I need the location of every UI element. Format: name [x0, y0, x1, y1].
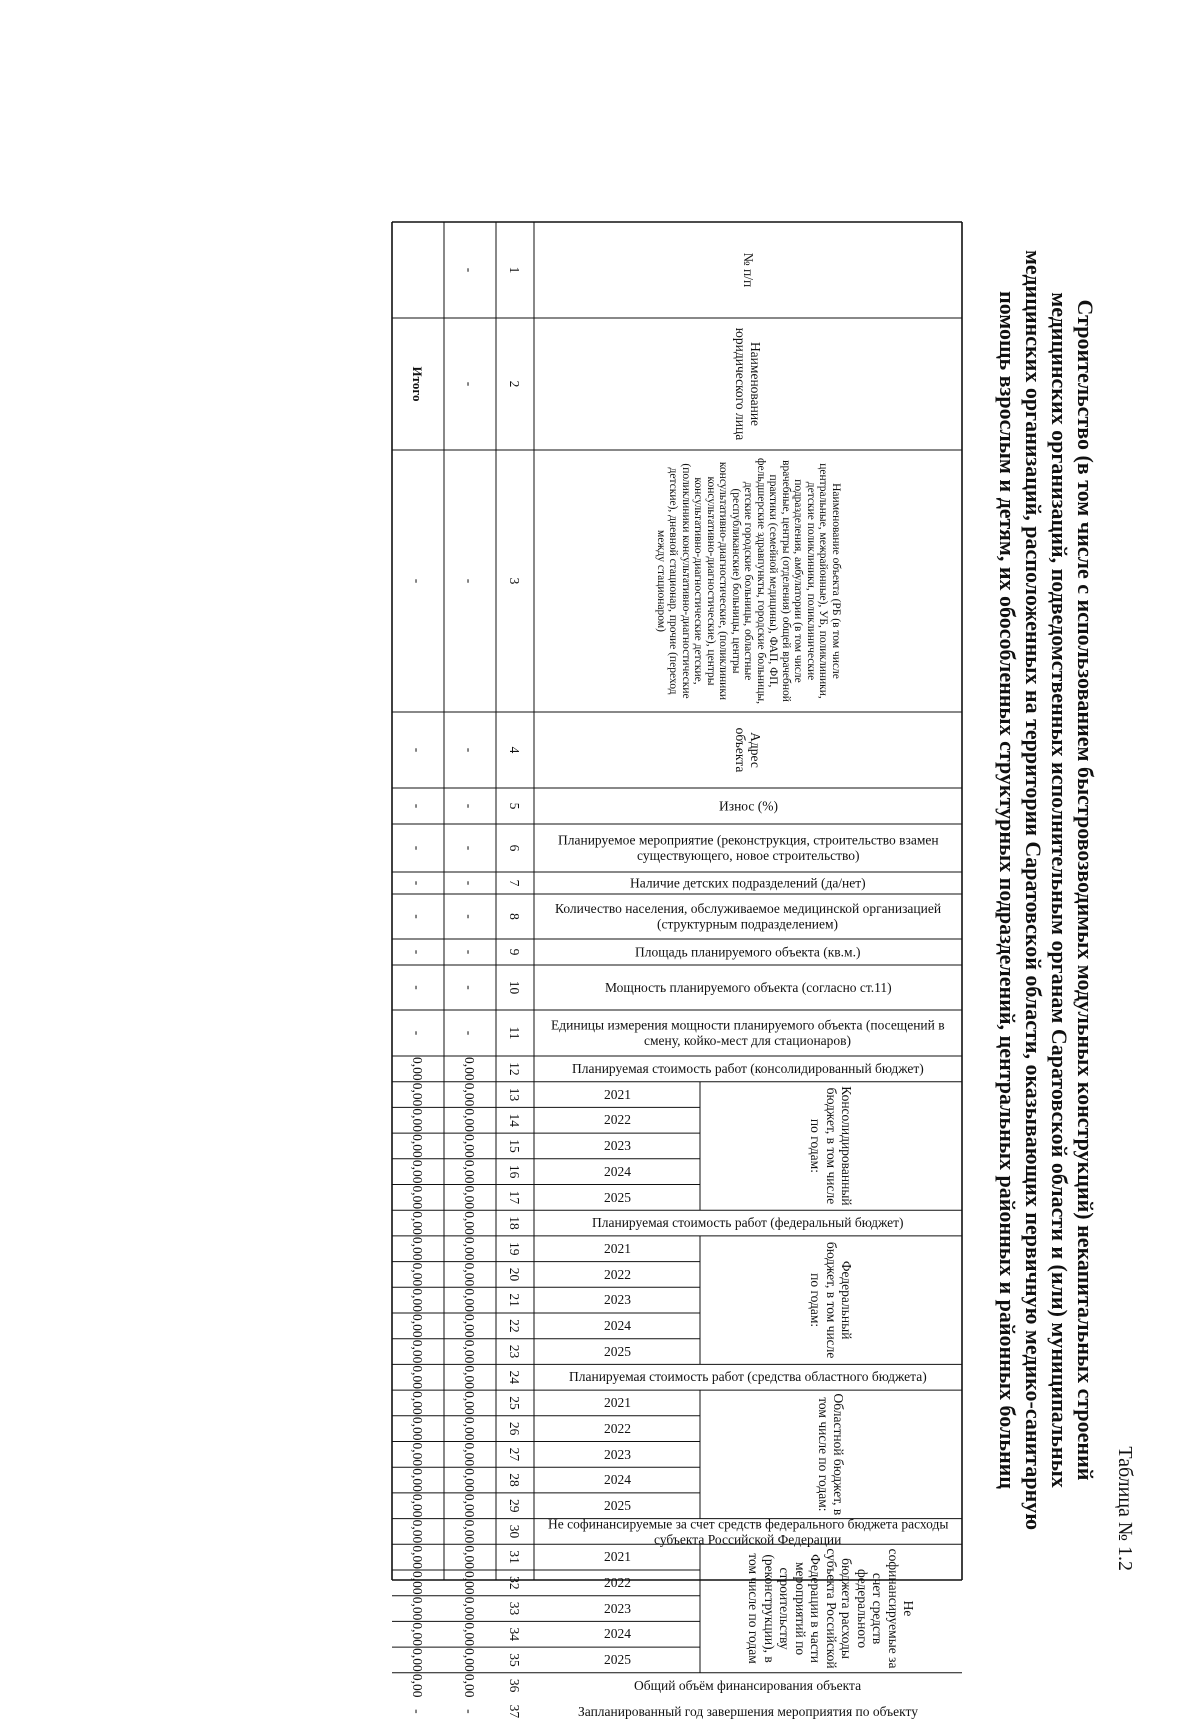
year-header: 2022 — [534, 1416, 700, 1442]
column-number: 20 — [496, 1262, 534, 1288]
table-cell: 0,00 — [444, 1442, 496, 1468]
column-number: 10 — [496, 965, 534, 1010]
column-number: 26 — [496, 1416, 534, 1442]
total-cell: - — [392, 965, 444, 1010]
total-cell: 0,00 — [392, 1673, 444, 1699]
table-cell: - — [444, 318, 496, 450]
year-header: 2021 — [534, 1390, 700, 1416]
table-cell: 0,00 — [444, 1107, 496, 1133]
total-cell: 0,00 — [392, 1185, 444, 1211]
total-cell: 0,00 — [392, 1544, 444, 1570]
total-cell: 0,00 — [392, 1056, 444, 1082]
column-header: Наименование объекта (РБ (в том числе центральные, межрайонные), УБ, поликлиники, детские поликлиники, поликлинические подразделения, амбулатории (в том числе врачебные, центры (отделения) общей врачебной практики (семейной медицины), ФАП, ФП, фельдшерские здравпункты, городские больницы, детские городские больницы, областные (республиканские) больницы, центры консультативно-диагностические, (поликлиники консультативно-диагностические), центры консультативно-диагностические детские, (поликлиники консультативно-диагностические детские), дневной стационар, прочие (переход между стационаром) — [534, 450, 962, 712]
year-header: 2024 — [534, 1313, 700, 1339]
column-number: 8 — [496, 894, 534, 939]
table-cell: - — [444, 712, 496, 788]
column-number: 22 — [496, 1313, 534, 1339]
year-header: 2021 — [534, 1544, 700, 1570]
column-number: 33 — [496, 1596, 534, 1622]
table-cell: 0,00 — [444, 1262, 496, 1288]
table-cell: - — [444, 1699, 496, 1724]
table-cell: 0,00 — [444, 1416, 496, 1442]
total-cell: 0,00 — [392, 1519, 444, 1545]
total-cell: 0,00 — [392, 1570, 444, 1596]
column-number: 18 — [496, 1210, 534, 1236]
table-cell: 0,00 — [444, 1647, 496, 1673]
year-header: 2023 — [534, 1287, 700, 1313]
total-cell: 0,00 — [392, 1236, 444, 1262]
table-cell: 0,00 — [444, 1210, 496, 1236]
table-cell: 0,00 — [444, 1596, 496, 1622]
column-number: 36 — [496, 1673, 534, 1699]
total-cell: 0,00 — [392, 1082, 444, 1108]
table-cell: - — [444, 450, 496, 712]
column-number: 29 — [496, 1493, 534, 1519]
table-cell: 0,00 — [444, 1467, 496, 1493]
year-header: 2023 — [534, 1133, 700, 1159]
table-cell: 0,00 — [444, 1673, 496, 1699]
column-header: Износ (%) — [534, 788, 962, 824]
total-cell: 0,00 — [392, 1621, 444, 1647]
year-header: 2025 — [534, 1339, 700, 1365]
column-number: 14 — [496, 1107, 534, 1133]
column-number: 24 — [496, 1364, 534, 1390]
year-header: 2025 — [534, 1493, 700, 1519]
table-cell: 0,00 — [444, 1519, 496, 1545]
table-cell: - — [444, 1010, 496, 1056]
table-cell: - — [444, 222, 496, 318]
column-number: 6 — [496, 824, 534, 872]
column-number: 35 — [496, 1647, 534, 1673]
column-number: 21 — [496, 1287, 534, 1313]
year-header: 2021 — [534, 1082, 700, 1108]
column-header: Площадь планируемого объекта (кв.м.) — [534, 939, 962, 965]
table-cell: - — [444, 824, 496, 872]
total-cell: - — [392, 1010, 444, 1056]
table-cell: 0,00 — [444, 1159, 496, 1185]
funding-total-header: Планируемая стоимость работ (федеральный бюджет) — [534, 1210, 962, 1236]
table-cell: - — [444, 939, 496, 965]
column-number: 12 — [496, 1056, 534, 1082]
table-cell: 0,00 — [444, 1056, 496, 1082]
column-number: 23 — [496, 1339, 534, 1365]
total-cell: - — [392, 894, 444, 939]
column-number: 31 — [496, 1544, 534, 1570]
year-header: 2025 — [534, 1647, 700, 1673]
column-number: 13 — [496, 1082, 534, 1108]
column-number: 9 — [496, 939, 534, 965]
table-cell: 0,00 — [444, 1364, 496, 1390]
column-header: Наименование юридического лица — [534, 318, 962, 450]
year-header: 2023 — [534, 1596, 700, 1622]
funding-years-header: Консолидированный бюджет, в том числе по годам: — [700, 1082, 962, 1211]
table-cell: 0,00 — [444, 1236, 496, 1262]
total-cell — [392, 222, 444, 318]
column-number: 37 — [496, 1699, 534, 1724]
total-cell: 0,00 — [392, 1339, 444, 1365]
column-number: 32 — [496, 1570, 534, 1596]
column-number: 2 — [496, 318, 534, 450]
column-number: 34 — [496, 1621, 534, 1647]
table-cell: 0,00 — [444, 1313, 496, 1339]
column-number: 17 — [496, 1185, 534, 1211]
column-header: № п/п — [534, 222, 962, 318]
table-cell: - — [444, 965, 496, 1010]
total-cell: 0,00 — [392, 1364, 444, 1390]
column-number: 25 — [496, 1390, 534, 1416]
table-cell: 0,00 — [444, 1570, 496, 1596]
total-cell: 0,00 — [392, 1262, 444, 1288]
funding-years-header: Федеральный бюджет, в том числе по годам: — [700, 1236, 962, 1365]
year-header: 2022 — [534, 1262, 700, 1288]
total-cell: - — [392, 450, 444, 712]
total-cell: - — [392, 872, 444, 894]
total-cell: 0,00 — [392, 1416, 444, 1442]
column-number: 30 — [496, 1519, 534, 1545]
total-cell: 0,00 — [392, 1596, 444, 1622]
table-cell: 0,00 — [444, 1493, 496, 1519]
total-cell: 0,00 — [392, 1107, 444, 1133]
column-number: 27 — [496, 1442, 534, 1468]
column-number: 7 — [496, 872, 534, 894]
column-header: Количество населения, обслуживаемое медицинской организацией (структурным подразделением) — [534, 894, 962, 939]
column-number: 3 — [496, 450, 534, 712]
year-header: 2022 — [534, 1570, 700, 1596]
column-number: 28 — [496, 1467, 534, 1493]
column-number: 19 — [496, 1236, 534, 1262]
table-cell: 0,00 — [444, 1544, 496, 1570]
funding-years-header: Областной бюджет, в том числе по годам: — [700, 1390, 962, 1519]
column-number: 16 — [496, 1159, 534, 1185]
year-header: 2024 — [534, 1621, 700, 1647]
table-number-label: Таблица № 1.2 — [1113, 1446, 1136, 1571]
total-cell: 0,00 — [392, 1159, 444, 1185]
year-header: 2025 — [534, 1185, 700, 1211]
total-cell: - — [392, 1699, 444, 1724]
total-cell: Итого — [392, 318, 444, 450]
column-header: Запланированный год завершения мероприятия по объекту — [534, 1699, 962, 1724]
column-header: Адрес объекта — [534, 712, 962, 788]
funding-total-header: Планируемая стоимость работ (средства областного бюджета) — [534, 1364, 962, 1390]
total-cell: 0,00 — [392, 1647, 444, 1673]
total-cell: - — [392, 939, 444, 965]
funding-total-header: Планируемая стоимость работ (консолидированный бюджет) — [534, 1056, 962, 1082]
column-number: 4 — [496, 712, 534, 788]
total-cell: 0,00 — [392, 1442, 444, 1468]
year-header: 2022 — [534, 1107, 700, 1133]
table-cell: 0,00 — [444, 1339, 496, 1365]
total-cell: 0,00 — [392, 1287, 444, 1313]
column-header: Наличие детских подразделений (да/нет) — [534, 872, 962, 894]
table-cell: 0,00 — [444, 1287, 496, 1313]
table-cell: 0,00 — [444, 1082, 496, 1108]
column-header: Единицы измерения мощности планируемого объекта (посещений в смену, койко-мест для стационаров) — [534, 1010, 962, 1056]
table-cell: 0,00 — [444, 1185, 496, 1211]
table-cell: - — [444, 788, 496, 824]
funding-total-header: Не софинансируемые за счет средств федерального бюджета расходы субъекта Российской Федерации — [534, 1519, 962, 1545]
column-header: Общий объём финансирования объекта — [534, 1673, 962, 1699]
total-cell: - — [392, 712, 444, 788]
total-cell: 0,00 — [392, 1390, 444, 1416]
total-cell: 0,00 — [392, 1493, 444, 1519]
year-header: 2023 — [534, 1442, 700, 1468]
column-header: Мощность планируемого объекта (согласно ст.11) — [534, 965, 962, 1010]
table-cell: 0,00 — [444, 1133, 496, 1159]
funding-years-header: Не софинансируемые за счет средств федерального бюджета расходы субъекта Российской Федерации в части мероприятий по строительству (реконструкции), в том числе по годам — [700, 1544, 962, 1673]
column-number: 15 — [496, 1133, 534, 1159]
total-cell: 0,00 — [392, 1313, 444, 1339]
document-title: Строительство (в том числе с использованием быстровозводимых модульных конструкций) некапитальных строений медицинских организаций, подведомственных исполнительным органам Саратовской области и (или) муниципальных медицинских организаций, расположенных на территории Саратовской области, оказывающих первичную медико-санитарную помощь взрослым и детям, их обособленных структурных подразделений, центральных районных и районных больниц — [994, 240, 1098, 1540]
table-cell: 0,00 — [444, 1621, 496, 1647]
total-cell: 0,00 — [392, 1210, 444, 1236]
year-header: 2021 — [534, 1236, 700, 1262]
total-cell: - — [392, 824, 444, 872]
total-cell: 0,00 — [392, 1467, 444, 1493]
column-header: Планируемое мероприятие (реконструкция, строительство взамен существующего, новое строительство) — [534, 824, 962, 872]
year-header: 2024 — [534, 1159, 700, 1185]
table-cell: - — [444, 872, 496, 894]
total-cell: - — [392, 788, 444, 824]
table-cell: - — [444, 894, 496, 939]
total-cell: 0,00 — [392, 1133, 444, 1159]
column-number: 5 — [496, 788, 534, 824]
column-number: 1 — [496, 222, 534, 318]
year-header: 2024 — [534, 1467, 700, 1493]
table-cell: 0,00 — [444, 1390, 496, 1416]
column-number: 11 — [496, 1010, 534, 1056]
